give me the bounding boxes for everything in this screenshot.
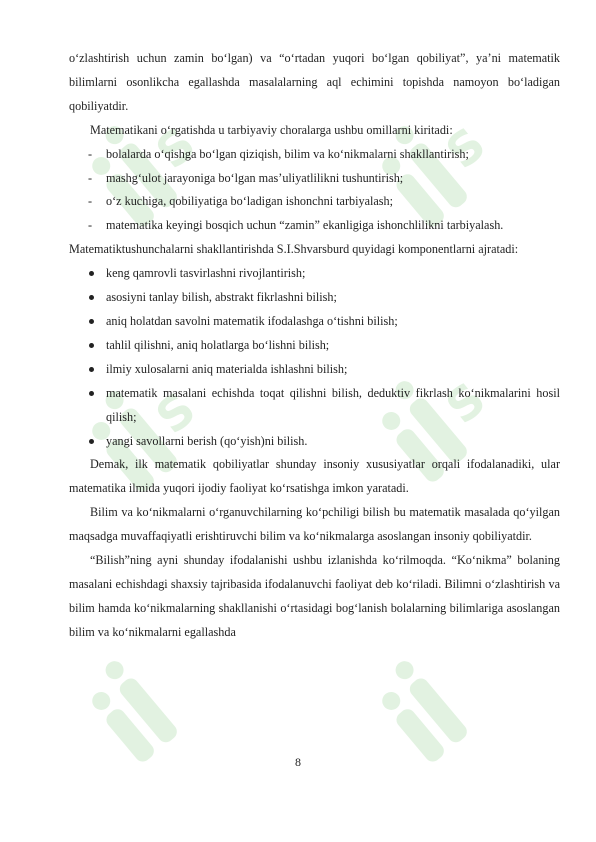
- bullet-list: [69, 262, 560, 453]
- svg-text:S: S: [145, 116, 206, 180]
- document-body: [69, 47, 560, 645]
- paragraph-factors: Matematikani o‘rgatishda u tarbiyaviy choralarga ushbu omillarni kiritadi:: [90, 122, 453, 137]
- list-item: asosiyni tanlay bilish, abstrakt fikrlashni bilish;: [69, 286, 560, 310]
- list-item: - matematika keyingi bosqich uchun “zamin” ekanligiga ishonchlilikni tarbiyalash.: [69, 214, 560, 238]
- list-item: tahlil qilishni, aniq holatlarga bo‘lishni bilish;: [69, 334, 560, 358]
- paragraph-components: Matematiktushunchalarni shakllantirishda S.I.Shvarsburd quyidagi komponentlarni ajratadi:: [69, 242, 519, 257]
- list-item: keng qamrovli tasvirlashni rivojlantirish;: [69, 262, 560, 286]
- list-item: - o‘z kuchiga, qobiliyatiga bo‘ladigan ishonchni tarbiyalash;: [69, 190, 560, 214]
- paragraph-intro: o‘zlashtirish uchun zamin bo‘lgan) va “o‘rtadan yuqori bo‘lgan qobiliyat”, ya’ni matematik bilimlarni osonlikcha egallashda masalalarning aql echimini topishda namoyon bo‘ladigan qobiliyatdir.: [69, 51, 560, 113]
- list-item: - mashg‘ulot jarayoniga bo‘lgan mas’uliyatlilikni tushuntirish;: [69, 167, 560, 191]
- dash-list: [69, 143, 560, 239]
- paragraph-knowing: “Bilish”ning ayni shunday ifodalanishi ushbu izlanishda ko‘rilmoqda. “Ko‘nikma” bolaning masalani echishdagi shaxsiy tajribasida ifodalanuvchi faoliyat deb ko‘riladi. Bilimni o‘zlashtirish va bilim hamda ko‘nikmalarning shakllanishi o‘rtasidagi bog‘lanish bolalarning bilimlariga asoslangan bilim va ko‘nikmalarni egallashda: [69, 553, 560, 639]
- list-item: ilmiy xulosalarni aniq materialda ishlashni bilish;: [69, 358, 560, 382]
- svg-text:S: S: [435, 371, 496, 435]
- list-item: aniq holatdan savolni matematik ifodalashga o‘tishni bilish;: [69, 310, 560, 334]
- list-item: yangi savollarni berish (qo‘yish)ni bilish.: [69, 430, 560, 454]
- paragraph-knowledge: Bilim va ko‘nikmalarni o‘rganuvchilarning ko‘pchiligi bilish bu matematik masalada qo‘yilgan maqsadga muvaffaqiyatli erishtiruvchi bilim va ko‘nikmalarga asoslangan insoniy qobiliyatdir.: [69, 505, 560, 544]
- svg-text:S: S: [435, 116, 496, 180]
- svg-text:S: S: [145, 381, 206, 445]
- list-item: - bolalarda o‘qishga bo‘lgan qiziqish, bilim va ko‘nikmalarni shakllantirish;: [69, 143, 560, 167]
- list-item: matematik masalani echishda toqat qilishni bilish, deduktiv fikrlash ko‘nikmalarini hosil qilish;: [69, 382, 560, 430]
- page-number: 8: [295, 755, 301, 769]
- paragraph-conclusion: Demak, ilk matematik qobiliyatlar shunday insoniy xususiyatlar orqali ifodalanadiki, ular matematika ilmida yuqori ijodiy faoliyat ko‘rsatishga imkon yaratadi.: [69, 457, 560, 496]
